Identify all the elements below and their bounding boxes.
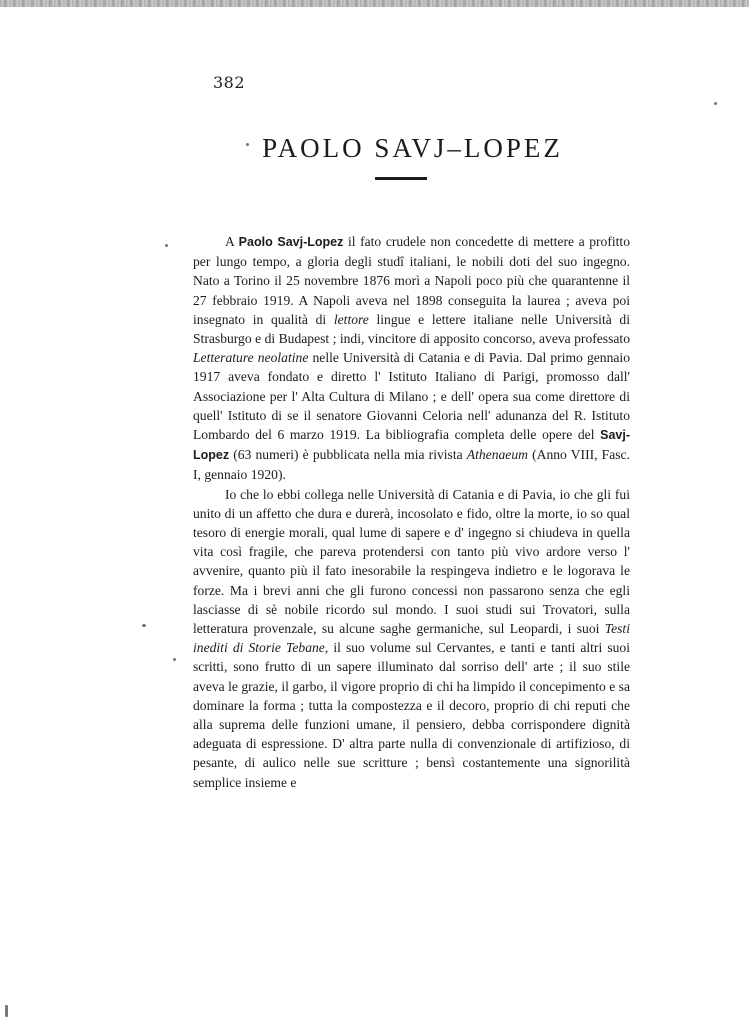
tribute-text-1: Io che lo ebbi collega nelle Università di Catania e di Pavia, io che gli fui unito di un affetto che dura e durerà, incosolato e fido, oltre la morte, io so qual tesoro di energie morali, qual lume di sapere e d' ingegno si chiudeva in quella vita così fragile, che pareva protendersi con tanto più vivo ardore verso l' avvenire, quanto più il fato inesorabile la respingeva indietro e le logorava le forze. Ma i brevi anni che gli furono concessi non passarono senza che egli lasciasse di sè nobile ricordo sul mondo. I suoi studi sui Trovatori, sulla letteratura provenzale, su alcune saghe germaniche, sul Leopardi, i suoi — [193, 486, 630, 637]
role-lettore: lettore — [333, 311, 369, 327]
body-text — [193, 232, 630, 792]
scan-speck — [173, 658, 176, 661]
subject-name-repeat: Savj-Lopez — [193, 428, 630, 463]
page-title: PAOLO SAVJ–LOPEZ — [262, 133, 563, 163]
paragraph-intro: A — [225, 234, 235, 249]
title-underline — [375, 177, 427, 180]
paragraph-tribute — [193, 485, 630, 792]
tribute-text-2: il suo volume sul Cervantes, e tanti e tanti altri suoi scritti, sono frutto di un sapere illuminato dal sorriso dell' arte ; il suo stile aveva le grazie, il garbo, il vigore proprio di chi ha limpido il concepimento e sa dominare la forma ; tutta la compostezza e il decoro, proprio di chi reputi che alla suprema delle funzioni umane, il pensiero, debba corrispondere dignità adeguata di espressione. D' altra parte nulla di convenzionale di artifizioso, di pesante, di aulico nelle sue scritture ; bensì costantemente una signorilità semplice insieme e — [193, 640, 630, 790]
scan-speck — [714, 102, 717, 105]
biography-text-5: (Anno VIII, Fasc. I, gennaio 1920). — [193, 447, 630, 483]
scan-top-edge — [0, 0, 749, 7]
paragraph-biography — [193, 232, 630, 485]
scan-speck — [165, 244, 168, 247]
subject-name: Paolo Savj-Lopez — [238, 235, 344, 249]
subject-letterature-neolatine: Letterature neolatine — [193, 350, 309, 366]
biography-text-2: lingue e lettere italiane nelle Università di Strasburgo e di Budapest ; indi, vincitore di apposito concorso, aveva professato — [193, 311, 630, 347]
biography-text-4: (63 numeri) è pubblicata nella mia rivista — [233, 447, 463, 463]
scan-speck — [142, 624, 146, 627]
work-testi-inediti: Testi inediti di Storie Tebane, — [193, 621, 630, 656]
page-number: 382 — [213, 73, 246, 92]
biography-text-1: il fato crudele non concedette di mettere a profitto per lungo tempo, a gloria degli studî italiani, le nobili doti del suo ingegno. Nato a Torino il 25 novembre 1876 morì a Napoli poco più che quarantenne il 27 febbraio 1919. A Napoli aveva nel 1898 conseguita la laurea ; aveva poi insegnato in qualità di — [193, 234, 630, 327]
scan-speck — [246, 143, 249, 146]
scan-speck — [5, 1005, 8, 1017]
biography-text-3: nelle Università di Catania e di Pavia. Dal primo gennaio 1917 aveva fondato e diretto l' Istituto Italiano di Parigi, promosso dall' Associazione per l' Alta Cultura di Milano ; e dell' opera sua come direttore di quell' Istituto di se il senatore Giovanni Celoria nell' adunanza del R. Istituto Lombardo del 6 marzo 1919. La bibliografia completa delle opere del — [193, 350, 630, 443]
journal-athenaeum: Athenaeum — [466, 447, 528, 463]
